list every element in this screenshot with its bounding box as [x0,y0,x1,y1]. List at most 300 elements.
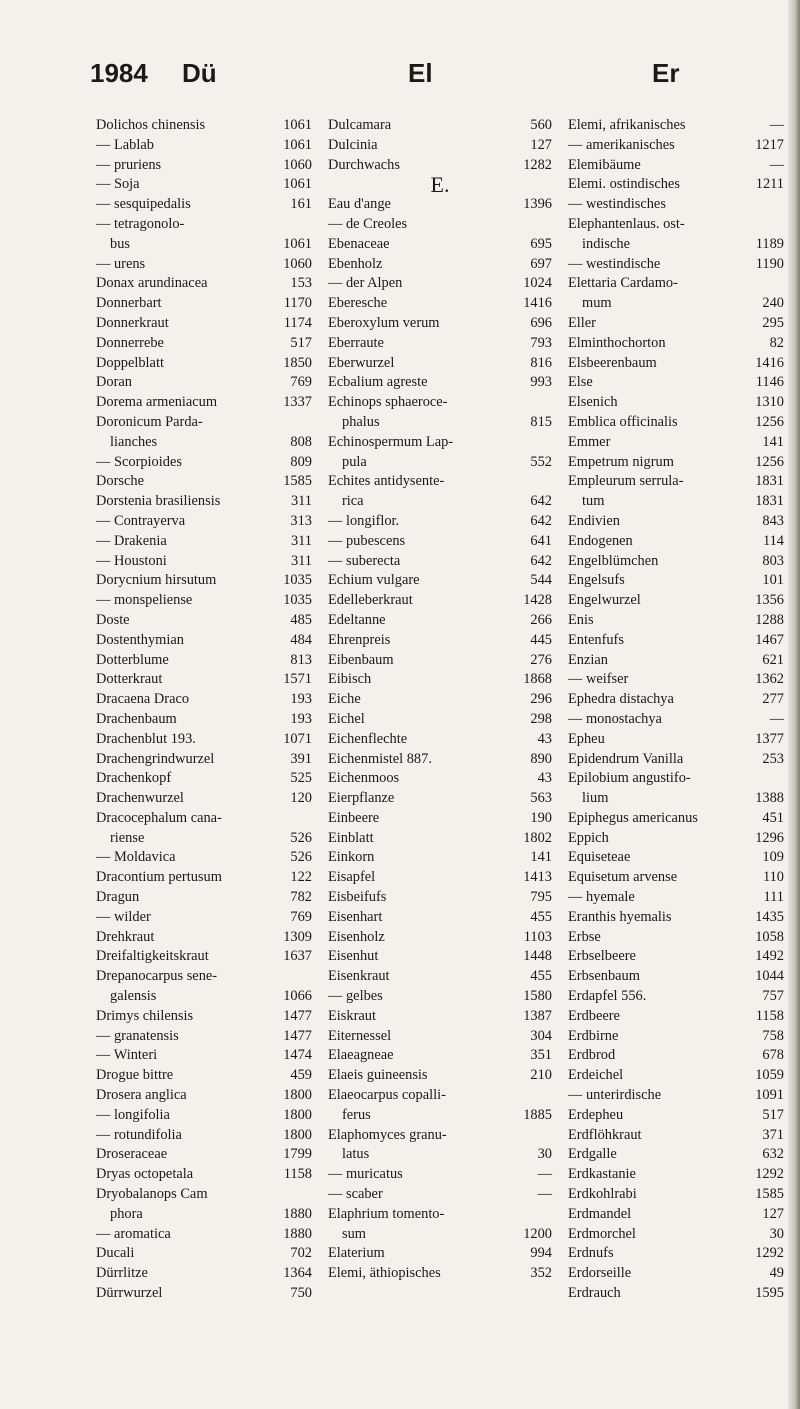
entry-term: Dryas octopetala [96,1166,194,1183]
index-entry [328,492,552,512]
entry-page-ref: 552 [530,453,552,470]
entry-page-ref: 525 [290,770,312,787]
index-entry [328,393,552,413]
index-entry [96,1185,312,1205]
entry-term: Dorsche [96,473,144,490]
index-entry [568,195,784,215]
entry-term: Engelsufs [568,572,625,589]
header-right-word: Er [652,58,680,88]
entry-term: Drachenbaum [96,710,177,727]
entry-term: Dracocephalum cana- [96,809,222,826]
index-entry [96,334,312,354]
index-entry [96,1126,312,1146]
index-entry [96,472,312,492]
index-entry [568,1145,784,1165]
index-entry [568,453,784,473]
index-entry [328,987,552,1007]
index-entry [568,334,784,354]
index-entry [568,1086,784,1106]
index-entry [96,1046,312,1066]
entry-term: Doronicum Parda- [96,413,203,430]
index-entry [96,829,312,849]
entry-page-ref: 1103 [523,928,552,945]
entry-term: Eichel [328,710,365,727]
index-entry [568,492,784,512]
entry-term: Doppelblatt [96,354,164,371]
index-entry [96,116,312,136]
entry-term: — Lablab [96,136,154,153]
index-entry [96,789,312,809]
entry-term: Einbeere [328,809,380,826]
entry-page-ref: 843 [762,512,784,529]
entry-term: Droseraceae [96,1146,168,1163]
entry-page-ref: 1571 [283,671,312,688]
entry-term: Eiche [328,691,361,708]
entry-term: Dragun [96,889,140,906]
entry-term: lianches [110,433,158,450]
entry-page-ref: 1296 [755,829,784,846]
index-entry [96,1086,312,1106]
entry-page-ref: 30 [537,1146,552,1163]
entry-term: — wilder [96,908,151,925]
entry-term: E. [430,175,450,196]
entry-page-ref: 1060 [283,156,312,173]
running-header [90,58,710,92]
entry-term: Donax arundinacea [96,275,208,292]
entry-page-ref: 298 [530,710,552,727]
entry-page-ref: 1428 [523,592,552,609]
entry-page-ref: 451 [762,809,784,826]
entry-page-ref: 808 [290,433,312,450]
entry-page-ref: 1585 [755,1186,784,1203]
entry-page-ref: 1066 [283,988,312,1005]
entry-term: Eibenbaum [328,651,394,668]
index-entry [96,1284,312,1304]
index-entry [328,215,552,235]
index-entry [96,354,312,374]
entry-term: — scaber [328,1186,383,1203]
entry-term: Ebenholz [328,255,383,272]
entry-term: — monostachya [568,710,662,727]
index-entry [96,195,312,215]
entry-term: Elaphomyces granu- [328,1126,447,1143]
index-column-3 [568,116,784,1304]
entry-page-ref: 1256 [755,413,784,430]
entry-page-ref: 1200 [523,1225,552,1242]
entry-page-ref: 697 [530,255,552,272]
entry-term: Eau d'ange [328,196,391,213]
entry-term: Eichenmoos [328,770,400,787]
entry-page-ref: 1362 [755,671,784,688]
page-edge [788,0,800,1409]
entry-term: — amerikanisches [568,136,675,153]
index-entry [328,809,552,829]
index-entry [328,453,552,473]
entry-term: Dorema armeniacum [96,394,218,411]
entry-page-ref: 1448 [523,948,552,965]
entry-page-ref: 1474 [283,1047,312,1064]
entry-page-ref: 695 [530,235,552,252]
index-entry [568,769,784,789]
entry-page-ref: 678 [762,1047,784,1064]
index-entry [568,1205,784,1225]
index-entry [328,868,552,888]
index-entry [96,1066,312,1086]
entry-term: Eisapfel [328,869,376,886]
entry-term: Edelleberkraut [328,592,413,609]
entry-term: — granatensis [96,1027,179,1044]
entry-page-ref: 1337 [283,394,312,411]
index-entry [96,908,312,928]
entry-page-ref: 1850 [283,354,312,371]
index-entry [568,274,784,294]
entry-page-ref: 1061 [283,136,312,153]
entry-term: — sesquipedalis [96,196,191,213]
entry-term: galensis [110,988,157,1005]
entry-term: Erdkastanie [568,1166,636,1183]
index-entry [96,750,312,770]
entry-term: — Drakenia [96,532,167,549]
entry-page-ref: 485 [290,611,312,628]
entry-term: Emmer [568,433,611,450]
entry-term: — unterirdische [568,1087,662,1104]
index-entry [568,829,784,849]
index-entry [328,1165,552,1185]
entry-page-ref: 782 [290,889,312,906]
index-entry [328,1264,552,1284]
index-entry [96,730,312,750]
entry-term: Elettaria Cardamo- [568,275,678,292]
entry-page-ref: 30 [769,1225,784,1242]
index-entry [328,848,552,868]
entry-page-ref: 769 [290,374,312,391]
entry-page-ref: 122 [290,869,312,886]
entry-page-ref: 517 [762,1106,784,1123]
index-entry [328,1046,552,1066]
entry-term: Drachenwurzel [96,790,184,807]
entry-term: — rotundifolia [96,1126,182,1143]
entry-term: Elaphrium tomento- [328,1205,445,1222]
index-entry [568,888,784,908]
entry-term: Eisenkraut [328,968,390,985]
entry-term: bus [110,235,130,252]
index-entry [328,314,552,334]
index-entry [328,294,552,314]
entry-term: Ecbalium agreste [328,374,428,391]
index-entry [568,1106,784,1126]
index-entry [328,710,552,730]
index-entry [328,413,552,433]
entry-term: Empetrum nigrum [568,453,674,470]
entry-term: Erbsenbaum [568,968,640,985]
entry-page-ref: 1044 [755,968,784,985]
entry-term: Erdgalle [568,1146,617,1163]
index-entry [96,591,312,611]
index-entry [328,611,552,631]
entry-page-ref: 153 [290,275,312,292]
page-number: 1984 [90,58,148,88]
header-left-word: Dü [182,58,217,88]
entry-term: Echites antidysente- [328,473,445,490]
index-entry [568,928,784,948]
entry-page-ref: 459 [290,1067,312,1084]
index-entry [96,512,312,532]
entry-page-ref: 120 [290,790,312,807]
entry-term: Eisbeifufs [328,889,387,906]
index-entry [568,1007,784,1027]
index-entry [328,670,552,690]
entry-term: Dulcamara [328,117,392,133]
entry-page-ref: 1477 [283,1007,312,1024]
entry-page-ref: 1071 [283,730,312,747]
index-entry [96,1264,312,1284]
entry-term: Echium vulgare [328,572,420,589]
entry-page-ref: 1802 [523,829,552,846]
index-entry [568,552,784,572]
entry-term: Dorycnium hirsutum [96,572,217,589]
index-entry [328,1086,552,1106]
index-entry [328,472,552,492]
entry-page-ref: 813 [290,651,312,668]
index-entry [96,967,312,987]
entry-term: Elaterium [328,1245,385,1262]
index-entry [96,552,312,572]
entry-page-ref: 109 [762,849,784,866]
index-entry [96,809,312,829]
entry-term: Dulcinia [328,136,378,153]
index-entry [96,413,312,433]
entry-term: Erdkohlrabi [568,1186,637,1203]
entry-page-ref: 1058 [755,928,784,945]
index-entry [328,334,552,354]
entry-term: Eberwurzel [328,354,395,371]
index-entry [328,1205,552,1225]
entry-page-ref: 82 [769,334,784,351]
entry-term: — longiflor. [328,512,400,529]
index-entry [96,235,312,255]
index-entry [328,888,552,908]
entry-page-ref: 455 [530,908,552,925]
index-entry [328,651,552,671]
entry-term: Doste [96,611,130,628]
entry-term: Epidendrum Vanilla [568,750,684,767]
entry-page-ref: 1292 [755,1166,784,1183]
entry-page-ref: 445 [530,631,552,648]
index-entry [568,848,784,868]
entry-page-ref: 352 [530,1265,552,1282]
entry-page-ref: 1595 [755,1285,784,1302]
entry-term: Epilobium angustifo- [568,770,691,787]
entry-term: Donnerbart [96,295,162,312]
entry-page-ref: 1880 [283,1225,312,1242]
entry-page-ref: 49 [769,1265,784,1282]
index-entry [568,651,784,671]
entry-term: indische [582,235,630,252]
entry-page-ref: 190 [530,809,552,826]
entry-page-ref: 1435 [755,908,784,925]
entry-term: Eichenflechte [328,730,408,747]
index-entry [96,690,312,710]
entry-term: Erdflöhkraut [568,1126,642,1143]
index-entry [568,750,784,770]
entry-term: Edeltanne [328,611,386,628]
index-entry [96,175,312,195]
index-entry [328,136,552,156]
index-entry [328,928,552,948]
entry-page-ref: 296 [530,691,552,708]
entry-term: Elemi. ostindisches [568,176,680,193]
entry-page-ref: — [769,710,784,727]
entry-page-ref: 351 [530,1047,552,1064]
section-letter-heading [328,175,552,195]
entry-page-ref: 43 [537,770,552,787]
entry-term: Erdapfel 556. [568,988,647,1005]
entry-term: Drehkraut [96,928,155,945]
entry-page-ref: 803 [762,552,784,569]
index-entry [328,947,552,967]
index-entry [568,215,784,235]
entry-term: Enzian [568,651,608,668]
entry-term: Eberraute [328,334,384,351]
entry-term: Erbse [568,928,601,945]
index-entry [96,848,312,868]
entry-page-ref: 696 [530,314,552,331]
entry-term: Erdeichel [568,1067,624,1084]
entry-page-ref: 304 [530,1027,552,1044]
entry-page-ref: 1174 [283,314,312,331]
index-entry [96,651,312,671]
entry-page-ref: 1061 [283,176,312,193]
index-entry [328,354,552,374]
entry-term: — Scorpioides [96,453,182,470]
entry-term: Dotterblume [96,651,169,668]
entry-page-ref: 253 [762,750,784,767]
index-column-2 [328,116,552,1284]
index-entry [328,552,552,572]
entry-page-ref: 1256 [755,453,784,470]
index-entry [96,769,312,789]
entry-page-ref: 1585 [283,473,312,490]
entry-page-ref: 1868 [523,671,552,688]
index-entry [96,1165,312,1185]
entry-term: — westindische [568,255,661,272]
entry-page-ref: 890 [530,750,552,767]
index-entry [568,314,784,334]
entry-page-ref: 757 [762,988,784,1005]
entry-page-ref: 702 [290,1245,312,1262]
index-entry [568,611,784,631]
index-entry [568,235,784,255]
entry-term: Elsbeerenbaum [568,354,657,371]
index-entry [328,967,552,987]
entry-term: Doran [96,374,132,391]
entry-page-ref: 313 [290,512,312,529]
entry-page-ref: 641 [530,532,552,549]
entry-term: rica [342,493,364,510]
entry-term: Ebenaceae [328,235,390,252]
index-entry [568,1027,784,1047]
index-entry [96,136,312,156]
index-entry [96,710,312,730]
entry-term: Eller [568,314,596,331]
entry-term: Elaeagneae [328,1047,394,1064]
entry-term: Donnerkraut [96,314,169,331]
entry-page-ref: 1091 [755,1087,784,1104]
entry-page-ref: 276 [530,651,552,668]
entry-term: Einblatt [328,829,374,846]
entry-page-ref: 1288 [755,611,784,628]
entry-term: Dracaena Draco [96,691,190,708]
entry-term: Eberesche [328,295,388,312]
index-entry [96,868,312,888]
entry-term: — Winteri [96,1047,158,1064]
entry-term: — weifser [568,671,629,688]
entry-term: — der Alpen [328,275,403,292]
entry-page-ref: 266 [530,611,552,628]
index-entry [568,571,784,591]
index-entry [568,809,784,829]
entry-term: — Soja [96,176,140,193]
index-entry [568,175,784,195]
index-entry [328,789,552,809]
index-entry [328,1126,552,1146]
index-entry [568,136,784,156]
entry-page-ref: 1387 [523,1007,552,1024]
entry-term: Ehrenpreis [328,631,391,648]
entry-page-ref: 101 [762,572,784,589]
entry-term: Entenfufs [568,631,624,648]
index-entry [568,294,784,314]
entry-term: Elaeocarpus copalli- [328,1087,446,1104]
entry-term: Dürrwurzel [96,1285,163,1302]
entry-term: Erdepheu [568,1106,624,1123]
entry-term: — pubescens [328,532,406,549]
index-entry [328,1007,552,1027]
entry-term: Eiternessel [328,1027,392,1044]
entry-page-ref: 1309 [283,928,312,945]
index-entry [568,393,784,413]
entry-term: pula [342,453,367,470]
index-entry [96,1106,312,1126]
entry-term: — pruriens [96,156,162,173]
index-entry [568,908,784,928]
entry-term: Empleurum serrula- [568,473,684,490]
entry-term: Dotterkraut [96,671,163,688]
entry-page-ref: 642 [530,512,552,529]
entry-term: Elemi, afrikanisches [568,117,686,133]
entry-page-ref: 1190 [755,255,784,272]
entry-page-ref: 1211 [755,176,784,193]
entry-page-ref: — [769,156,784,173]
entry-term: Dreifaltigkeitskraut [96,948,209,965]
index-entry [96,1225,312,1245]
index-entry [568,116,784,136]
index-entry [568,710,784,730]
entry-term: — aromatica [96,1225,171,1242]
index-entry [96,453,312,473]
index-entry [96,294,312,314]
index-entry [328,1225,552,1245]
index-entry [328,829,552,849]
entry-term: Eibisch [328,671,372,688]
entry-page-ref: 1799 [283,1146,312,1163]
entry-page-ref: 1282 [523,156,552,173]
entry-page-ref: 311 [290,493,312,510]
entry-term: Epheu [568,730,605,747]
entry-term: Eierpflanze [328,790,395,807]
index-entry [568,1126,784,1146]
index-entry [96,532,312,552]
